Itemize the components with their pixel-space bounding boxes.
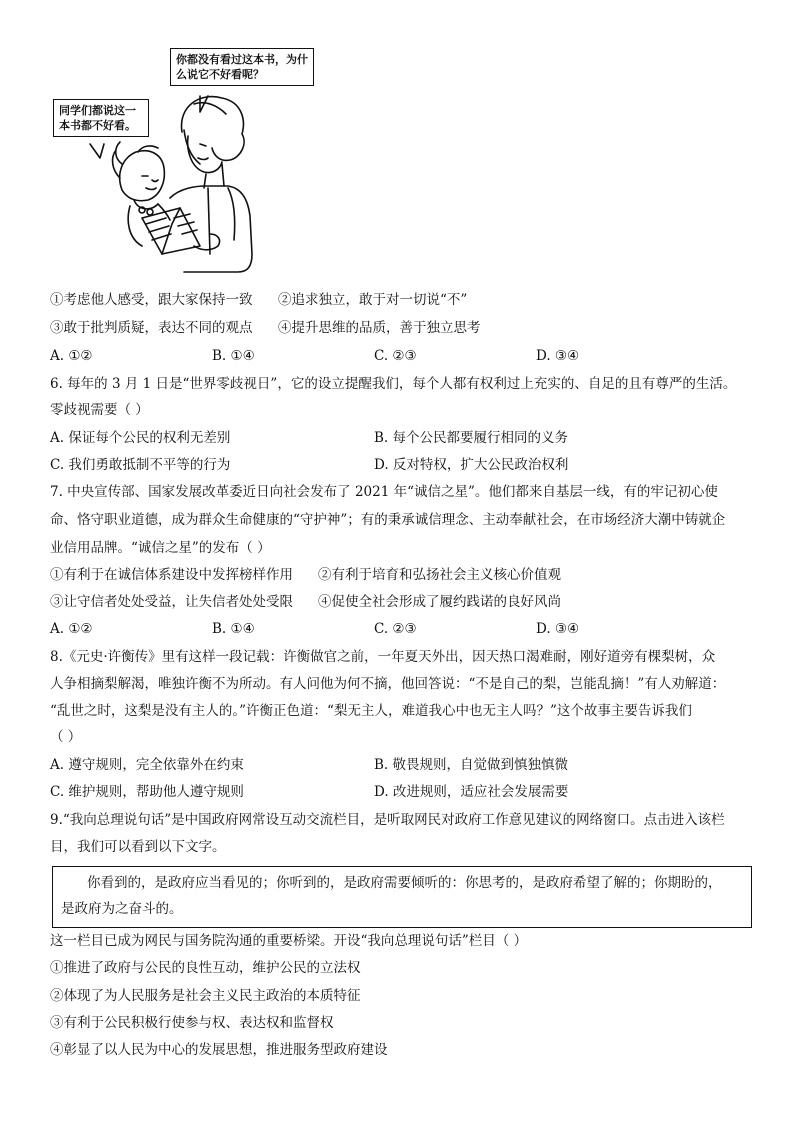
q8-stem-line-2: 人争相摘梨解渴，唯独许衡不为所动。有人问他为何不摘，他回答说：“不是自己的梨，岂能乱摘！”有人劝解道： (50, 676, 726, 692)
q7-stem-line-3: 业信用品牌。“诚信之星”的发布（ ） (50, 540, 271, 556)
q5-option-d[interactable]: D. ③④ (536, 348, 580, 364)
cartoon-illustration (50, 40, 370, 280)
q7-option-a[interactable]: A. ①② (50, 621, 93, 637)
q7-statement-4: ④促使全社会形成了履约践诺的良好风尚 (318, 594, 561, 610)
q9-stem-line-1: 9.“我向总理说句话”是中国政府网常设互动交流栏目，是听取网民对政府工作意见建议的网络窗口。点击进入该栏 (50, 812, 725, 828)
q9-statement-4: ④彰显了以人民为中心的发展思想，推进服务型政府建设 (50, 1042, 388, 1058)
q6-stem-line-2: 零歧视需要（ ） (50, 402, 149, 418)
q6-option-b[interactable]: B. 每个公民都要履行相同的义务 (374, 430, 569, 446)
exam-page (50, 0, 754, 1123)
q7-stem-line-2: 命、恪守职业道德，成为群众生命健康的“守护神”；有的秉承诚信理念、主动奉献社会，在市场经济大潮中铸就企 (50, 512, 726, 528)
q6-option-d[interactable]: D. 反对特权，扩大公民政治权利 (374, 457, 569, 473)
q7-statement-2: ②有利于培育和弘扬社会主义核心价值观 (318, 567, 561, 583)
q8-option-b[interactable]: B. 敬畏规则，自觉做到慎独慎微 (374, 757, 569, 773)
q5-option-c[interactable]: C. ②③ (374, 348, 417, 364)
q8-stem-line-3: “乱世之时，这梨是没有主人的。”许衡正色道：“梨无主人，难道我心中也无主人吗？”这个故事主要告诉我们 (50, 703, 692, 719)
q5-statement-3: ③敢于批判质疑，表达不同的观点 (50, 320, 253, 336)
q7-option-b[interactable]: B. ①④ (212, 621, 255, 637)
q8-stem-line-1: 8.《元史·许衡传》里有这样一段记载：许衡做官之前，一年夏天外出，因天热口渴难耐，刚好道旁有棵梨树，众 (50, 649, 716, 665)
q7-statement-1: ①有利于在诚信体系建设中发挥榜样作用 (50, 567, 293, 583)
q9-stem-line-2: 目，我们可以看到以下文字。 (50, 839, 226, 855)
q5-statement-2: ②追求独立，敢于对一切说“不” (278, 292, 468, 308)
q6-stem-line-1: 6. 每年的 3 月 1 日是“世界零歧视日”，它的设立提醒我们，每个人都有权利过上充实的、自足的且有尊严的生活。 (50, 376, 737, 392)
q5-statement-1: ①考虑他人感受，跟大家保持一致 (50, 292, 253, 308)
q7-option-c[interactable]: C. ②③ (374, 621, 417, 637)
q7-statement-3: ③让守信者处处受益，让失信者处处受限 (50, 594, 293, 610)
q9-statement-1: ①推进了政府与公民的良性互动，维护公民的立法权 (50, 960, 361, 976)
q8-option-a[interactable]: A. 遵守规则，完全依靠外在约束 (50, 757, 244, 773)
q7-option-d[interactable]: D. ③④ (536, 621, 580, 637)
q8-stem-line-4: （ ） (50, 729, 82, 745)
q5-statement-4: ④提升思维的品质，善于独立思考 (278, 320, 481, 336)
mother-speech-bubble: 你都没有看过这本书，为什么说它不好看呢？ (170, 48, 314, 86)
q8-option-d[interactable]: D. 改进规则，适应社会发展需要 (374, 784, 569, 800)
q9-quote-box (52, 866, 752, 928)
q5-option-a[interactable]: A. ①② (50, 348, 93, 364)
q6-option-c[interactable]: C. 我们勇敢抵制不平等的行为 (50, 457, 231, 473)
q9-quote-line-1: 你看到的，是政府应当看见的；你听到的，是政府需要倾听的：你思考的，是政府希望了解的；你期盼的， (87, 875, 722, 891)
q9-statement-2: ②体现了为人民服务是社会主义民主政治的本质特征 (50, 988, 361, 1004)
girl-speech-bubble: 同学们都说这一本书都不好看。 (53, 99, 149, 137)
q8-option-c[interactable]: C. 维护规则，帮助他人遵守规则 (50, 784, 244, 800)
q9-quote-line-2: 是政府为之奋斗的。 (61, 901, 183, 917)
q6-option-a[interactable]: A. 保证每个公民的权利无差别 (50, 430, 231, 446)
q9-statement-3: ③有利于公民积极行使参与权、表达权和监督权 (50, 1015, 334, 1031)
q5-option-b[interactable]: B. ①④ (212, 348, 255, 364)
q7-stem-line-1: 7. 中央宣传部、国家发展改革委近日向社会发布了 2021 年“诚信之星”。他们都来自基层一线，有的牢记初心使 (50, 484, 718, 500)
q9-stem-line-3: 这一栏目已成为网民与国务院沟通的重要桥梁。开设“我向总理说句话”栏目（ ） (50, 933, 528, 949)
